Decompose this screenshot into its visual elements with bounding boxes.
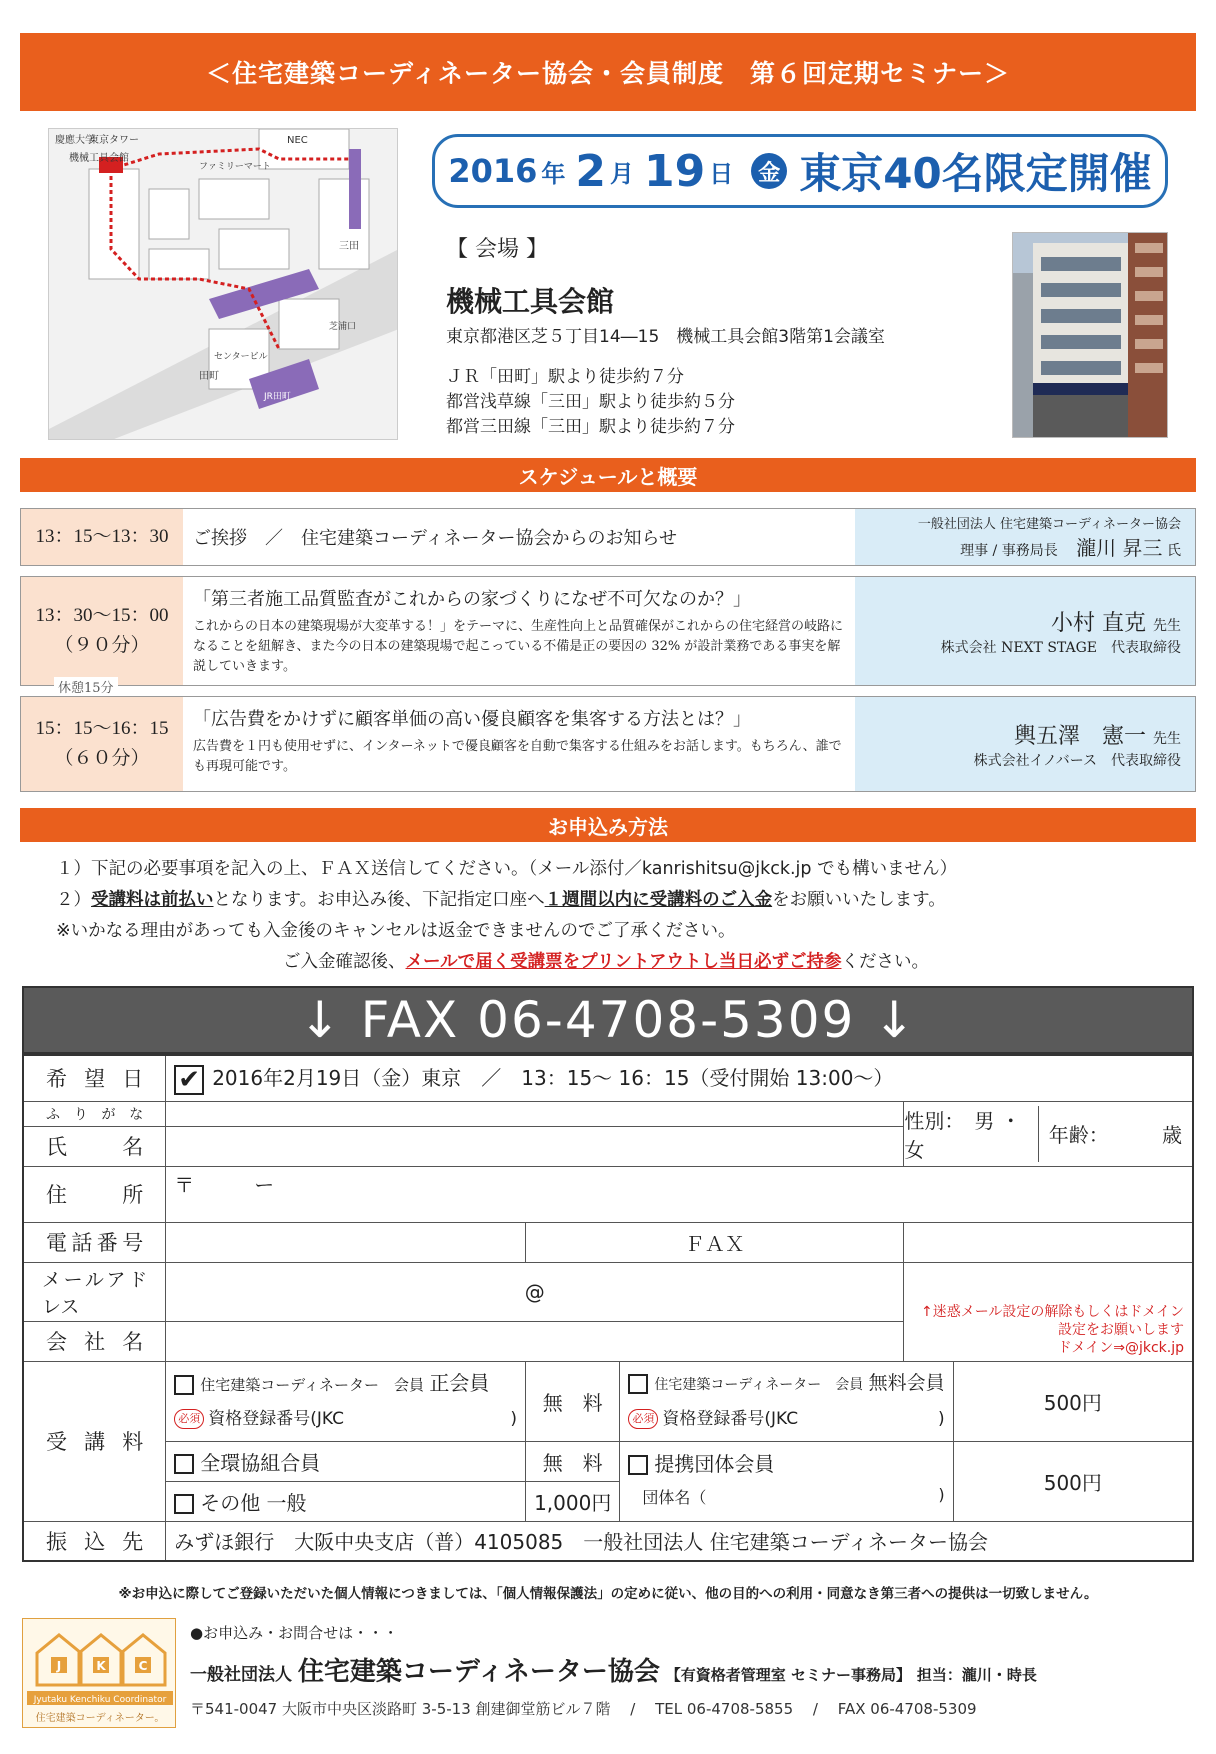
apply-prepay: 受講料は前払い: [91, 890, 214, 910]
speaker-honor: 先生: [1153, 730, 1181, 747]
apply-instructions: [56, 854, 1156, 978]
fee-a-title-pre: 住宅建築コーディネーター 会員: [200, 1376, 425, 1394]
age-field[interactable]: [1039, 1106, 1192, 1162]
logo-letter-j: J: [56, 1659, 62, 1673]
date-cell: [166, 1055, 1193, 1101]
venue-map: [48, 128, 398, 440]
email-note-1: ↑迷惑メール設定の解除もしくはドメイン設定をお願いします: [920, 1303, 1184, 1338]
email-at: @: [524, 1279, 545, 1304]
date-value: 2016年2月19日（金）東京 ／ 13：15～ 16：15（受付開始 13:00～）: [212, 1066, 894, 1090]
fee-d-group: 団体名（: [642, 1487, 707, 1507]
event-year-suffix: 年: [541, 159, 566, 188]
schedule-header: [20, 458, 1196, 492]
fee-a-option[interactable]: [174, 1366, 517, 1402]
break-label: 休憩15分: [54, 677, 118, 696]
map-label-tamachi: 田町: [199, 371, 219, 382]
map-label-jr: JR田町: [264, 392, 291, 402]
map-label-tower: 東京タワー: [89, 135, 139, 146]
schedule-speaker: [855, 577, 1195, 685]
form-row-fee-a: [23, 1361, 1193, 1441]
bank-label: 振込先: [23, 1521, 166, 1561]
email-input[interactable]: [166, 1262, 904, 1321]
venue-access: [446, 365, 735, 440]
speaker-role-line: [869, 532, 1181, 561]
page-banner: [20, 33, 1196, 111]
privacy-note: ※お申込に際してご登録いただいた個人情報につきましては、「個人情報保護法」の定めに従い、他の目的への利用・同意なき第三者への提供は一切致しません。: [118, 1586, 1098, 1602]
schedule-row: [20, 508, 1196, 566]
access-line: 都営三田線「三田」駅より徒歩約７分: [446, 417, 735, 437]
form-row-phone: [23, 1222, 1193, 1262]
footer: [190, 1622, 1037, 1719]
apply-line2-pre: ２）: [56, 890, 91, 910]
venue-address: 東京都港区芝５丁目14―15 機械工具会館3階第1会議室: [446, 327, 885, 347]
gender-age-cell: [904, 1101, 1193, 1166]
schedule-title: スケジュールと概要: [518, 464, 698, 489]
schedule-body: 広告費を１円も使用せずに、インターネットで優良顧客を自動で集客する仕組みをお話します。もちろん、誰でも再現可能です。: [193, 739, 842, 774]
map-drawing: [49, 129, 398, 440]
age-label: 年齢：: [1048, 1123, 1109, 1147]
access-line: ＪＲ「田町」駅より徒歩約７分: [446, 367, 684, 387]
form-row-email: [23, 1262, 1193, 1321]
fee-c-price: 無 料: [526, 1441, 620, 1481]
jkc-logo: [22, 1618, 176, 1728]
building-photo: [1012, 232, 1168, 438]
form-row-date: [23, 1055, 1193, 1101]
speaker-name: 瀧川 昇三: [1076, 536, 1163, 560]
footer-address: 〒541-0047 大阪市中央区淡路町 3-5-13 創建御堂筋ビル７階 / TEL 06-4708-5855 / FAX 06-4708-5309: [190, 1700, 977, 1718]
apply-line: [56, 885, 1156, 916]
map-label-nec: NEC: [287, 135, 308, 146]
gender-field[interactable]: 性別： 男 ・ 女: [904, 1106, 1038, 1162]
fee-label: 受講料: [23, 1361, 166, 1521]
map-label-mita: 三田: [339, 241, 359, 252]
fee-d-price: 500円: [953, 1441, 1193, 1521]
fax-number: ↓ FAX 06-4708-5309 ↓: [298, 991, 918, 1049]
org-dept: 【有資格者管理室 セミナー事務局】: [665, 1666, 911, 1684]
company-input[interactable]: [166, 1321, 904, 1361]
fee-b-reg: 資格登録番号(JKC: [662, 1409, 799, 1429]
fee-b-cell: [620, 1361, 953, 1441]
speaker-honor: 氏: [1167, 543, 1181, 559]
fee-b-option[interactable]: [628, 1366, 944, 1402]
fee-a-price: 無 料: [526, 1361, 620, 1441]
furigana-input[interactable]: [166, 1101, 904, 1126]
phone-label: 電話番号: [23, 1222, 166, 1262]
fax-banner: [22, 986, 1194, 1054]
form-row-fee-c: [23, 1441, 1193, 1481]
age-unit: 歳: [1162, 1123, 1183, 1147]
schedule-speaker: [855, 697, 1195, 791]
event-day: 19: [644, 145, 706, 197]
required-badge: 必須: [174, 1409, 204, 1429]
event-month-suffix: 月: [610, 159, 634, 188]
fee-a-reg-end: ): [510, 1409, 518, 1429]
email-note-cell: [904, 1262, 1193, 1361]
date-label: 希望日: [23, 1055, 166, 1101]
banner-title: ＜住宅建築コーディネーター協会・会員制度 第６回定期セミナー＞: [205, 59, 1010, 88]
fee-d-group-end: ): [938, 1484, 945, 1504]
schedule-body: これからの日本の建築現場が大変革する！」をテーマに、生産性向上と品質確保がこれからの住宅経営の岐路になることを紐解き、また今の日本の建築現場で起こっている不備是正の要因の 32% が設計業務である事実を解説していきます。: [193, 619, 844, 674]
fee-a-reg-line: [174, 1402, 517, 1436]
schedule-row: [20, 576, 1196, 686]
apply-line4-pre: ご入金確認後、: [283, 952, 406, 972]
company-label: 会社名: [23, 1321, 166, 1361]
fee-d-group-line[interactable]: [628, 1485, 944, 1508]
apply-line: １）下記の必要事項を記入の上、ＦＡＸ送信してください。（メール添付／kanrishitsu@jkck.jp でも構いません）: [56, 859, 958, 879]
form-row-address: [23, 1166, 1193, 1222]
address-input[interactable]: [166, 1166, 1193, 1222]
fee-b-title: 無料会員: [868, 1372, 945, 1394]
map-label-keio: 慶應大学: [55, 135, 95, 146]
speaker-org: 一般社団法人 住宅建築コーディネーター協会: [917, 517, 1181, 532]
schedule-duration: （９０分）: [54, 635, 150, 656]
logo-letter-k: K: [96, 1659, 106, 1673]
schedule-time-cell: [21, 509, 183, 565]
speaker-role: 理事 / 事務局長: [960, 543, 1058, 559]
fee-e-option[interactable]: [166, 1481, 526, 1521]
apply-header: [20, 808, 1196, 842]
schedule-heading: ご挨拶 ／ 住宅建築コーディネーター協会からのお知らせ: [193, 528, 678, 549]
weekday-badge: 金: [751, 153, 787, 189]
fee-c-title: 全環協組合員: [200, 1450, 321, 1475]
fee-d-cell: [620, 1441, 953, 1521]
event-day-suffix: 日: [709, 159, 734, 188]
fee-a-cell: [166, 1361, 526, 1441]
fee-b-reg-end: ): [938, 1409, 945, 1429]
gender-age-row: [904, 1106, 1192, 1162]
apply-line: ※いかなる理由があっても入金後のキャンセルは返金できませんのでご了承ください。: [56, 921, 736, 941]
speaker-name-line: [869, 719, 1181, 750]
contact-pre: ●お申込み・お問合せは・・・: [190, 1624, 399, 1642]
fee-b-price: 500円: [953, 1361, 1193, 1441]
schedule-time: 13：15～13：30: [35, 526, 169, 547]
schedule-time-cell: [21, 577, 183, 685]
logo-en: Jyutaku Kenchiku Coordinator: [33, 1695, 167, 1705]
logo-jp: 住宅建築コーディネーター。: [35, 1713, 165, 1724]
apply-line2-post: をお願いいたします。: [772, 890, 946, 910]
logo-drawing: [23, 1619, 177, 1729]
speaker-company: 株式会社イノバース 代表取締役: [973, 752, 1181, 769]
logo-letter-c: C: [138, 1659, 148, 1673]
map-label-center: センタービル: [214, 352, 268, 362]
apply-line2-mid: となります。お申込み後、下記指定口座へ: [213, 890, 545, 910]
event-year: 2016: [448, 152, 538, 190]
application-form: [22, 1054, 1194, 1562]
fee-d-title: 提携団体会員: [654, 1451, 775, 1476]
fax-input[interactable]: [904, 1222, 1193, 1262]
venue-label: 【 会場 】: [446, 237, 548, 262]
fee-a-reg: 資格登録番号(JKC: [208, 1409, 344, 1429]
form-row-furigana: [23, 1101, 1193, 1126]
event-caption: 東京40名限定開催: [799, 149, 1152, 198]
event-date-box: [432, 134, 1168, 208]
fee-e-price: 1,000円: [526, 1481, 620, 1521]
bank-value: みずほ銀行 大阪中央支店（普）4105085 一般社団法人 住宅建築コーディネーター協会: [166, 1521, 1193, 1561]
schedule-time: 13：30～15：00: [35, 605, 169, 626]
postal-mark: 〒 ー: [174, 1172, 275, 1197]
fee-a-checkbox[interactable]: [174, 1375, 194, 1395]
schedule-heading: 「広告費をかけずに顧客単価の高い優良顧客を集客する方法とは？」: [193, 709, 751, 730]
schedule-content: [183, 577, 855, 685]
phone-input[interactable]: [166, 1222, 526, 1262]
building-drawing: [1013, 233, 1168, 438]
speaker-name: 小村 直克: [1051, 610, 1146, 636]
contact-person: 担当：瀧川・時長: [916, 1666, 1037, 1684]
org-prefix: 一般社団法人: [190, 1665, 292, 1685]
fee-b-title-pre: 住宅建築コーディネーター 会員: [654, 1377, 864, 1393]
map-label-shibaura: 芝浦口: [329, 322, 357, 332]
map-label-venue: 機械工具会館: [69, 153, 129, 164]
speaker-name-line: [869, 606, 1181, 637]
address-label: 住所: [23, 1166, 166, 1222]
speaker-honor: 先生: [1153, 617, 1181, 634]
footer-org-line: [190, 1651, 1037, 1688]
name-label: 氏名: [23, 1126, 166, 1166]
fee-b-checkbox[interactable]: [628, 1374, 648, 1394]
schedule-content: [183, 697, 855, 791]
email-note-2: ドメイン⇒@jkck.jp: [1057, 1339, 1184, 1356]
fee-b-reg-line: [628, 1402, 944, 1436]
speaker-company: 株式会社 NEXT STAGE 代表取締役: [940, 639, 1181, 656]
email-label: メールアドレス: [23, 1262, 166, 1321]
schedule-speaker: [855, 509, 1195, 565]
schedule-duration: （６０分）: [54, 748, 150, 769]
fee-c-checkbox[interactable]: [174, 1454, 194, 1474]
fee-e-checkbox[interactable]: [174, 1494, 194, 1514]
apply-deadline: １週間以内に受講料のご入金: [544, 890, 773, 910]
fee-d-option[interactable]: [628, 1448, 944, 1477]
fee-e-title: その他 一般: [200, 1490, 307, 1515]
access-line: 都営浅草線「三田」駅より徒歩約５分: [446, 392, 735, 412]
schedule-time: 15：15～16：15: [35, 718, 169, 739]
apply-ticket-note: メールで届く受講票をプリントアウトし当日必ずご持参: [405, 952, 842, 972]
map-label-fm: ファミリーマート: [199, 162, 271, 172]
schedule-row: [20, 696, 1196, 792]
schedule-time-cell: [21, 697, 183, 791]
speaker-name: 輿五澤 憲一: [1013, 723, 1146, 749]
name-input[interactable]: [166, 1126, 904, 1166]
fax-label: ＦＡＸ: [684, 1231, 745, 1256]
required-badge: 必須: [628, 1409, 658, 1429]
apply-title: お申込み方法: [548, 814, 668, 839]
apply-line4-post: ください。: [841, 952, 929, 972]
org-name: 住宅建築コーディネーター協会: [297, 1657, 660, 1687]
schedule-heading: 「第三者施工品質監査がこれからの家づくりになぜ不可欠なのか？」: [193, 589, 751, 610]
form-row-bank: [23, 1521, 1193, 1561]
venue-name: 機械工具会館: [446, 285, 615, 318]
event-month: 2: [575, 145, 606, 197]
apply-line: [56, 947, 1156, 978]
date-checkbox[interactable]: ✔: [174, 1065, 204, 1095]
fee-d-checkbox[interactable]: [628, 1455, 648, 1475]
furigana-label: ふりがな: [23, 1101, 166, 1126]
fax-label-cell: [526, 1222, 904, 1262]
schedule-content: [183, 509, 855, 565]
fee-c-option[interactable]: [166, 1441, 526, 1481]
fee-a-title: 正会員: [429, 1371, 490, 1395]
